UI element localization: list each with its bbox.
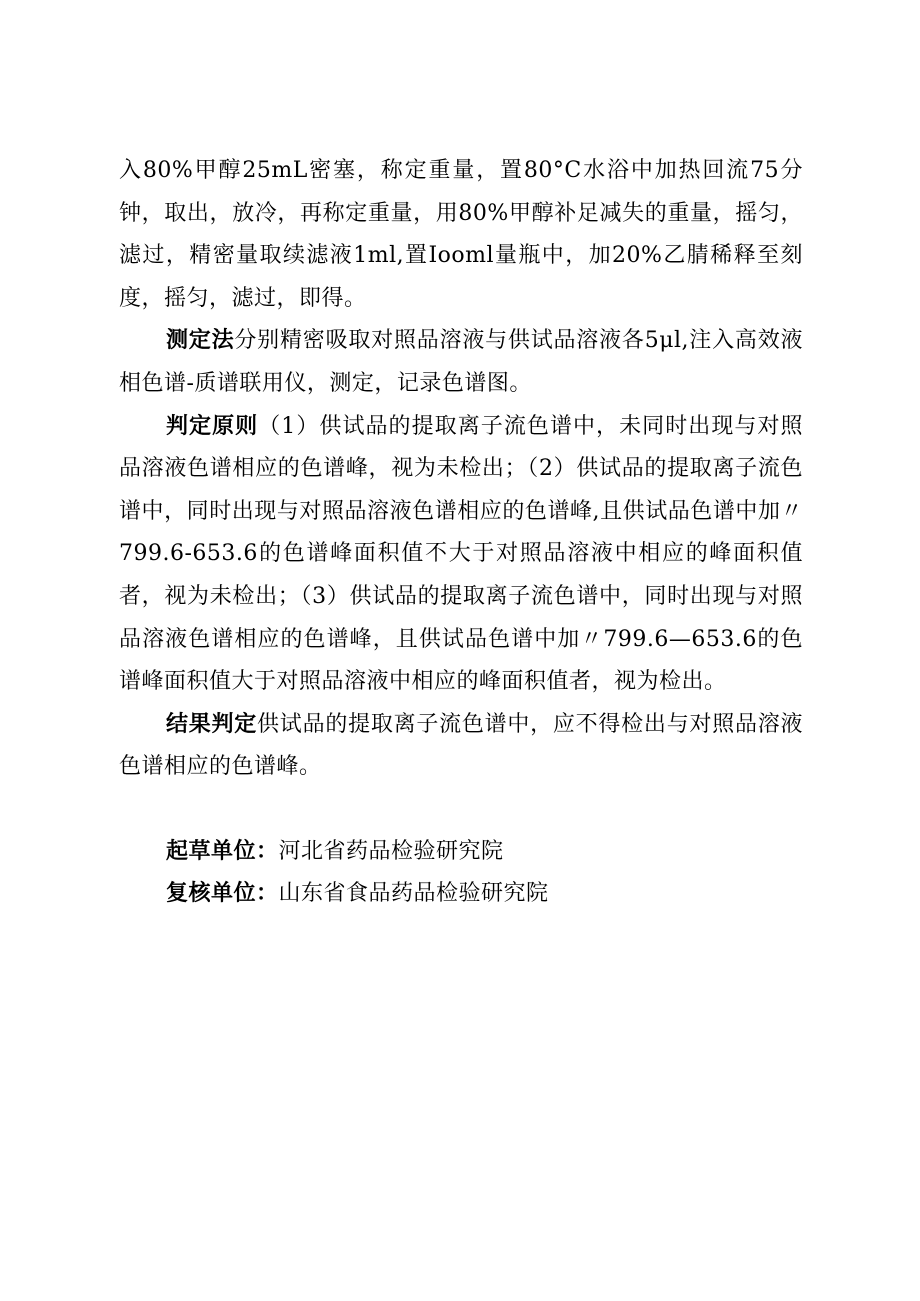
- drafting-unit-line: [119, 831, 803, 873]
- drafting-unit-value: 河北省药品检验研究院: [278, 838, 504, 864]
- section-spacer: [119, 789, 803, 831]
- method-text: 分别精密吸取对照品溶液与供试品溶液各5μl,注入高效液相色谱-质谱联用仪，测定，记录色谱图。: [119, 328, 803, 396]
- preparation-paragraph: 入80%甲醇25mL密塞，称定重量，置80°C水浴中加热回流75分钟，取出，放冷，再称定重量，用80%甲醇补足减失的重量，摇匀，滤过，精密量取续滤液1ml,置Iooml量瓶中，加20%乙腈稀释至刻度，摇匀，滤过，即得。: [119, 158, 803, 311]
- criteria-term: 判定原则: [166, 413, 259, 439]
- review-unit-value: 山东省食品药品检验研究院: [278, 880, 549, 906]
- method-paragraph: [119, 320, 803, 405]
- criteria-paragraph: [119, 406, 803, 704]
- criteria-text: （1）供试品的提取离子流色谱中，未同时出现与对照品溶液色谱相应的色谱峰，视为未检出；（2）供试品的提取离子流色谱中，同时出现与对照品溶液色谱相应的色谱峰,且供试品色谱中加〃799.6-653.6的色谱峰面积值不大于对照品溶液中相应的峰面积值者，视为未检出；（3）供试品的提取离子流色谱中，同时出现与对照品溶液色谱相应的色谱峰，且供试品色谱中加〃799.6—653.6的色谱峰面积值大于对照品溶液中相应的峰面积值者，视为检出。: [119, 413, 803, 695]
- result-term: 结果判定: [166, 711, 258, 737]
- method-term: 测定法: [166, 328, 235, 354]
- review-unit-line: [119, 873, 803, 915]
- result-paragraph: [119, 704, 803, 789]
- review-unit-label: 复核单位：: [166, 880, 279, 906]
- drafting-unit-label: 起草单位：: [166, 838, 279, 864]
- document-body: [119, 150, 803, 915]
- result-text: 供试品的提取离子流色谱中，应不得检出与对照品溶液色谱相应的色谱峰。: [119, 711, 803, 780]
